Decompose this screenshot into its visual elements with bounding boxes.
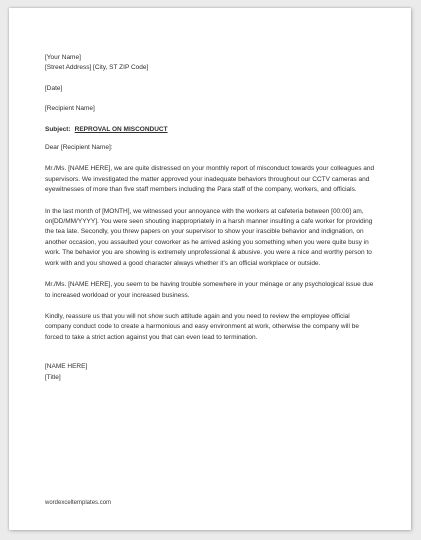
- sender-address: [Street Address] [City, ST ZIP Code]: [45, 64, 149, 72]
- subject-label: Subject:: [45, 125, 71, 133]
- paragraph-4: Kindly, reassure us that you will not show such attitude again and you need to review the employee official company conduct code to create a harmonious and easy environment at work, otherwise the company will be forced to take a strict action against you that can even lead to termination.: [45, 312, 359, 341]
- sender-name: [Your Name]: [45, 54, 81, 61]
- signature-name: [NAME HERE]: [45, 363, 88, 371]
- salutation: Dear [Recipient Name]:: [45, 144, 113, 152]
- paragraph-2: In the last month of [MONTH], we witnessed your annoyance with the workers at cafeteria between [00:00] am, on[DD/MM/YYYY]. You were seen shouting inappropriately in a harsh manner insulting a cafe worker for providing the tea late. Secondly, you threw papers on your supervisor to show your irascible behavior and indignation, on another occasion, you assaulted your coworker as he arrived asking you something when you were quite busy in work. The behavior you are showing is extremely unprofessional & abusive. you were a nice and worthy person to work with and you showed a good character always whether it's an official workplace or outside.: [45, 207, 373, 267]
- subject-line: [45, 125, 375, 135]
- document-page: [9, 8, 411, 530]
- footer-website: wordexceltemplates.com: [45, 500, 112, 506]
- letter-date: [Date]: [45, 84, 63, 92]
- signature-block: [45, 362, 375, 383]
- recipient-name: [Recipient Name]: [45, 105, 95, 113]
- signature-title: [Title]: [45, 373, 61, 381]
- paragraph-1: Mr./Ms. [NAME HERE], we are quite distressed on your monthly report of misconduct towards your colleagues and supervisors. We investigated the matter approved your inadequate behaviors throughout our CCTV cameras and eyewitnesses of more than five staff members including the Para staff of the company, workers, and officials.: [45, 165, 375, 194]
- letter-body: [45, 53, 375, 383]
- sender-block: [45, 53, 375, 74]
- subject-value: REPROVAL ON MISCONDUCT: [74, 125, 168, 133]
- paragraph-3: Mr./Ms. [NAME HERE], you seem to be having trouble somewhere in your ménage or any psychological issue due to increased workload or your increased business.: [45, 281, 374, 299]
